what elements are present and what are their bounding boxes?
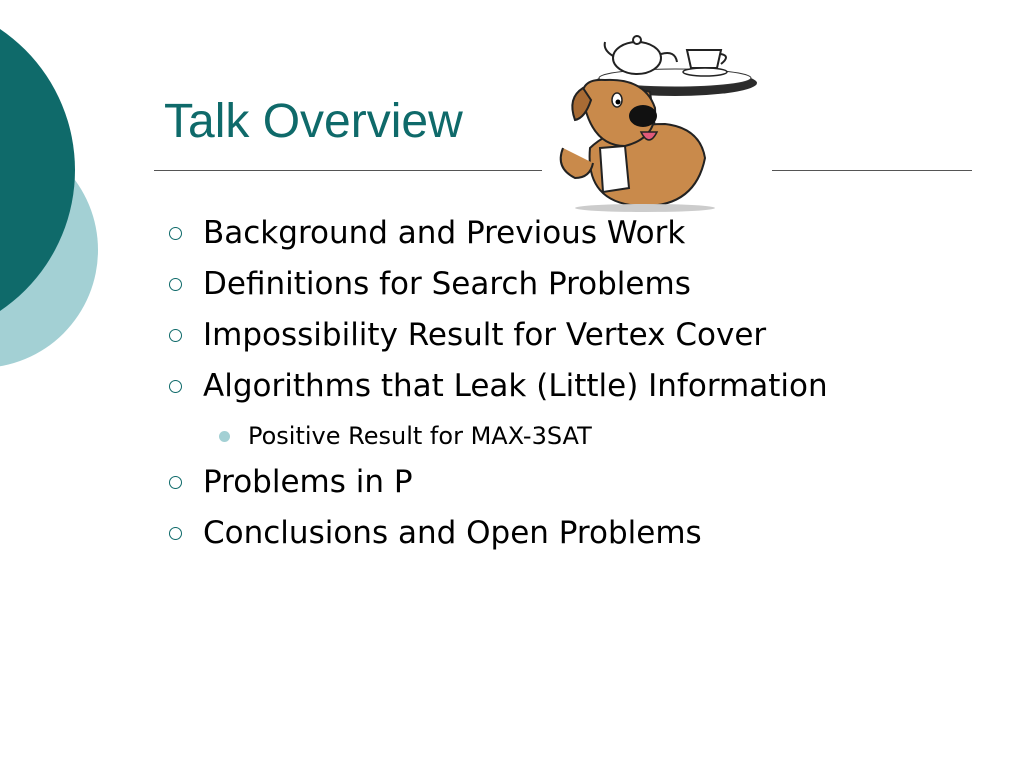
bullet-text: Conclusions and Open Problems [203, 515, 702, 551]
bullet-item [164, 510, 828, 561]
decorative-circles [0, 0, 110, 400]
title-underline-right [772, 170, 972, 171]
sub-bullet-item [164, 414, 828, 459]
hollow-circle-bullet-icon [169, 329, 182, 342]
bullet-item [164, 261, 828, 312]
hollow-circle-bullet-icon [169, 380, 182, 393]
bullet-text: Algorithms that Leak (Little) Information [203, 368, 828, 404]
sub-bullet-text: Positive Result for MAX-3SAT [248, 422, 592, 450]
title-underline-left [154, 170, 542, 171]
bullet-item [164, 459, 828, 510]
bullet-item [164, 312, 828, 363]
bullet-item [164, 363, 828, 414]
bullet-text: Problems in P [203, 464, 413, 500]
hollow-circle-bullet-icon [169, 278, 182, 291]
hollow-circle-bullet-icon [169, 227, 182, 240]
bullet-list [164, 210, 828, 561]
bullet-text: Definitions for Search Problems [203, 266, 691, 302]
hollow-circle-bullet-icon [169, 476, 182, 489]
waiter-dog-clipart [545, 28, 770, 213]
hollow-circle-bullet-icon [169, 527, 182, 540]
filled-dot-bullet-icon [219, 431, 230, 442]
bullet-item [164, 210, 828, 261]
bullet-text: Background and Previous Work [203, 215, 686, 251]
slide-title: Talk Overview [164, 95, 463, 148]
bullet-text: Impossibility Result for Vertex Cover [203, 317, 767, 353]
